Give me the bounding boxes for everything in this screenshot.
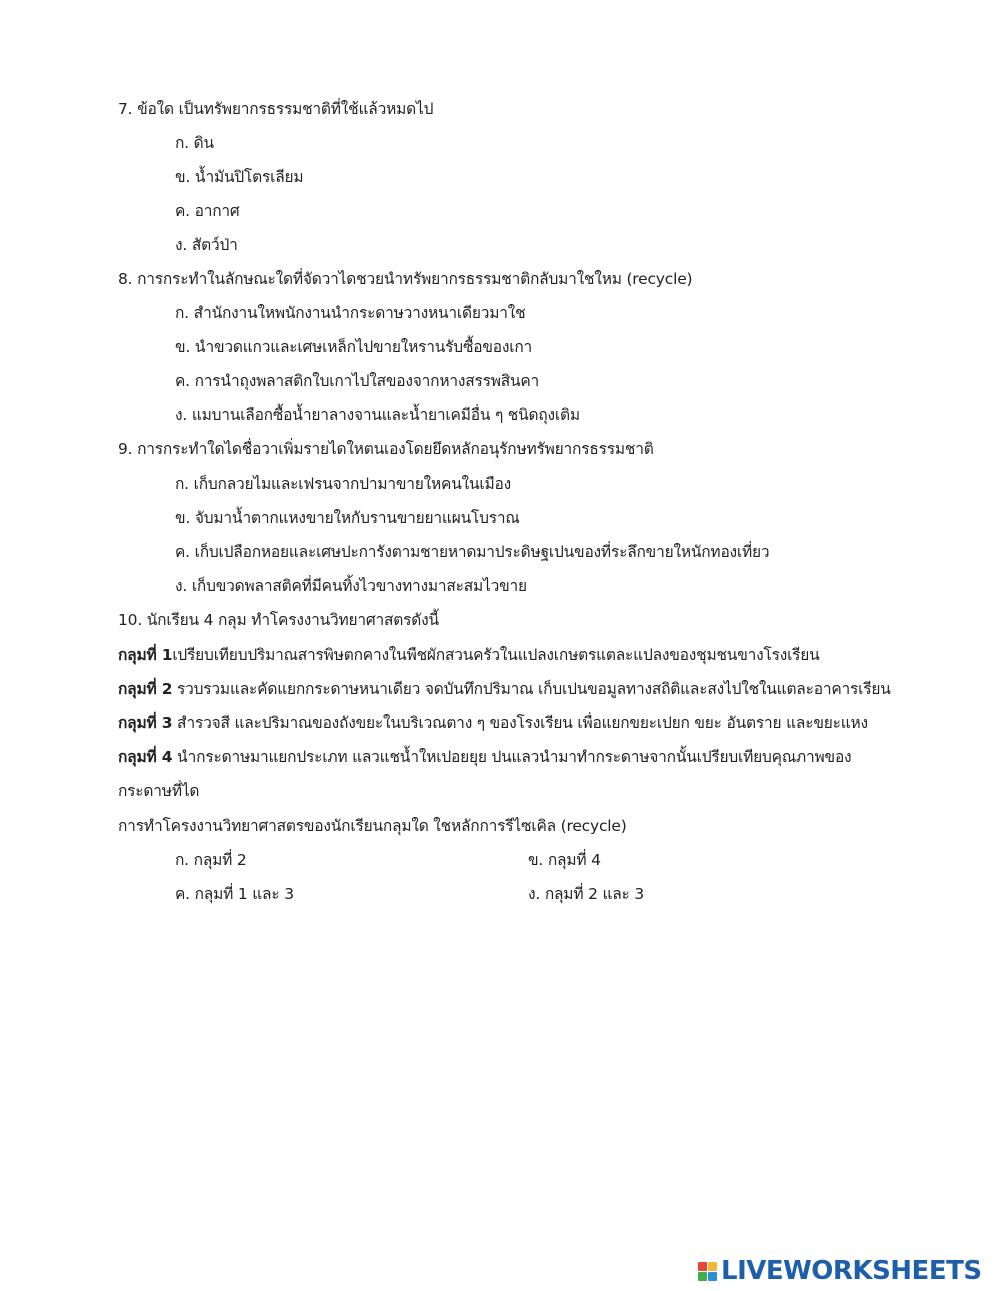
q10-group-3 [118,713,868,733]
q8-option-c: ค. การนำถุงพลาสติกใบเกาไปใสของจากหางสรรพสินคา [175,372,540,390]
question-7: 7. ข้อใด เป็นทรัพยากรธรรมชาติที่ใช้แล้วหมดไป [118,100,434,118]
q10-group-4-continuation: กระดาษที่ได [118,782,200,800]
q9-option-d: ง. เก็บขวดพลาสติคที่มีคนทิ้งไวขางทางมาสะสมไวขาย [175,577,527,595]
group-text: รวบรวมและคัดแยกกระดาษหนาเดียว จดบันทึกปริมาณ เก็บเปนขอมูลทางสถิติและสงไปใชในแตละอาคารเรียน [172,680,891,698]
q8-option-a: ก. สำนักงานใหพนักงานนำกระดาษวางหนาเดียวมาใช [175,304,526,322]
q10-group-2 [118,679,891,699]
q10-prompt: การทำโครงงานวิทยาศาสตรของนักเรียนกลุมใด ใชหลักการรีไซเคิล (recycle) [118,817,627,835]
q9-option-c: ค. เก็บเปลือกหอยและเศษปะการังตามชายหาดมาประดิษฐเปนของที่ระลึกขายใหนักทองเที่ยว [175,543,770,561]
q7-option-b: ข. น้ำมันปิโตรเลียม [175,168,304,186]
question-9: 9. การกระทำใดไดชื่อวาเพิ่มรายไดใหตนเองโดยยึดหลักอนุรักษทรัพยากรธรรมชาติ [118,440,654,458]
q10-group-1 [118,645,820,665]
group-label: กลุมที่ 2 [118,680,173,698]
q7-option-a: ก. ดิน [175,134,214,152]
group-text: นำกระดาษมาแยกประเภท แลวแชน้ำใหเปอยยุย ปนแลวนำมาทำกระดาษจากนั้นเปรียบเทียบคุณภาพของ [172,748,852,766]
q8-option-d: ง. แมบานเลือกซื้อน้ำยาลางจานและน้ำยาเคมีอื่น ๆ ชนิดถุงเติม [175,406,580,424]
q10-group-4 [118,747,851,767]
question-8: 8. การกระทำในลักษณะใดที่จัดวาไดชวยนำทรัพยากรธรรมชาติกลับมาใชใหม (recycle) [118,270,693,288]
q7-option-d: ง. สัตว์ป่า [175,236,238,254]
q7-option-c: ค. อากาศ [175,202,240,220]
brand-name: LIVEWORKSHEETS [721,1256,982,1286]
q10-option-a: ก. กลุมที่ 2 [175,851,247,869]
question-10: 10. นักเรียน 4 กลุม ทำโครงงานวิทยาศาสตรดังนี้ [118,611,439,629]
q9-option-b: ข. จับมาน้ำตากแหงขายใหกับรานขายยาแผนโบราณ [175,509,520,527]
q9-option-a: ก. เก็บกลวยไมและเฟรนจากปามาขายใหคนในเมือง [175,475,511,493]
q8-option-b: ข. นำขวดแกวและเศษเหล็กไปขายใหรานรับซื้อของเกา [175,338,533,356]
q10-option-d: ง. กลุมที่ 2 และ 3 [528,885,645,903]
group-label: กลุมที่ 3 [118,714,173,732]
logo-blocks-icon [698,1262,717,1281]
group-text: สำรวจสี และปริมาณของถังขยะในบริเวณตาง ๆ ของโรงเรียน เพื่อแยกขยะเปยก ขยะ อันตราย และขยะแหง [172,714,868,732]
q10-option-b: ข. กลุมที่ 4 [528,851,601,869]
group-text: เปรียบเทียบปริมาณสารพิษตกคางในพืชผักสวนครัวในแปลงเกษตรแตละแปลงของชุมชนขางโรงเรียน [172,646,820,664]
group-label: กลุมที่ 1 [118,646,173,664]
group-label: กลุมที่ 4 [118,748,173,766]
q10-option-c: ค. กลุมที่ 1 และ 3 [175,885,294,903]
liveworksheets-logo [698,1258,982,1284]
